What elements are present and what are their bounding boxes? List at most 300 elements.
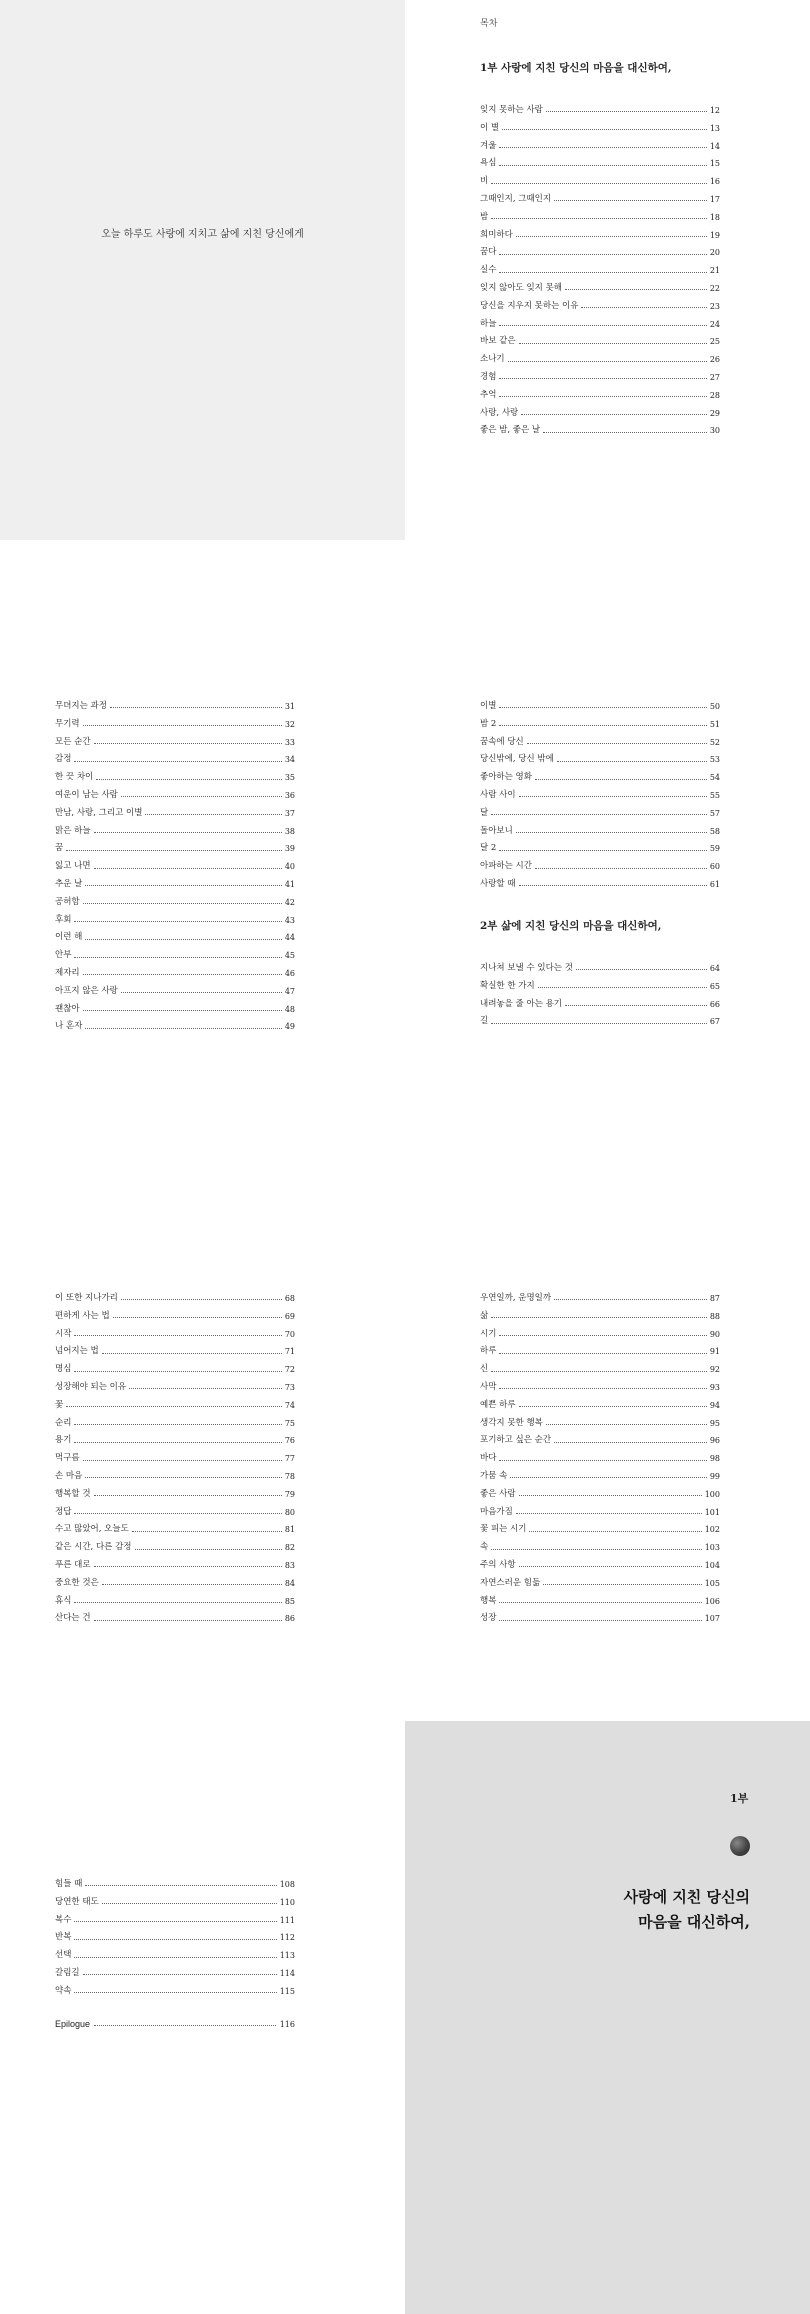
leader-dots	[499, 1353, 706, 1354]
toc-entry-title: 먹구름	[55, 1453, 80, 1464]
toc-entry	[480, 716, 720, 734]
toc-entry-page: 59	[709, 844, 720, 854]
toc-entry	[55, 1912, 295, 1930]
toc-entry-page: 85	[284, 1596, 295, 1606]
orb-icon	[730, 1836, 750, 1856]
toc-entry-title: 사막	[480, 1381, 497, 1392]
leader-dots	[96, 779, 282, 780]
leader-dots	[74, 1602, 281, 1603]
leader-dots	[519, 796, 707, 797]
leader-dots	[527, 743, 707, 744]
toc-entry-title: 좋아하는 영화	[480, 772, 532, 783]
toc-entry-title: 명심	[55, 1364, 72, 1375]
toc-entry	[55, 716, 295, 734]
toc-entry-title: 약속	[55, 1985, 72, 1996]
toc-entry-page: 57	[709, 808, 720, 818]
toc-entry-page: 83	[284, 1560, 295, 1570]
toc-entry-title: 같은 시간, 다른 감정	[55, 1542, 132, 1553]
toc-entry	[55, 1468, 295, 1486]
toc-entry-page: 66	[709, 999, 720, 1009]
toc-entry-title: 바보 같은	[480, 336, 516, 347]
toc-entry-page: 20	[709, 248, 720, 258]
toc-entry	[55, 876, 295, 894]
toc-entry-page: 53	[709, 755, 720, 765]
toc-entry-title: 희미하다	[480, 229, 513, 240]
toc-entry	[55, 894, 295, 912]
toc-entry-title: 꿈	[55, 843, 64, 854]
leader-dots	[554, 1442, 707, 1443]
toc-entry	[480, 1557, 720, 1575]
toc-entry	[480, 698, 720, 716]
leader-dots	[491, 1023, 707, 1024]
toc-entry-title: 힘들 때	[55, 1879, 83, 1889]
toc-entry	[480, 1397, 720, 1415]
toc-entry-title: 사랑할 때	[480, 878, 516, 889]
toc-entry	[480, 1326, 720, 1344]
leader-dots	[499, 1620, 701, 1621]
toc-entry-page: 76	[284, 1436, 295, 1446]
toc-entry	[480, 155, 720, 173]
leader-dots	[94, 2025, 276, 2026]
toc-entry-title: 지나쳐 보낼 수 있다는 것	[480, 963, 573, 973]
toc-entry-page: 100	[704, 1489, 720, 1499]
toc-entry-page: 110	[279, 1897, 295, 1907]
epilogue-page: 116	[279, 2019, 295, 2029]
leader-dots	[554, 1299, 707, 1300]
leader-dots	[499, 272, 706, 273]
toc-entry-title: 순리	[55, 1417, 72, 1428]
leader-dots	[565, 289, 707, 290]
toc-entry-title: 내려놓을 줄 아는 용기	[480, 998, 563, 1009]
leader-dots	[538, 987, 707, 988]
toc-entry	[55, 1397, 295, 1415]
toc-entry-title: 괜찮아	[55, 1003, 80, 1014]
toc-entry	[55, 1876, 295, 1894]
toc-entry-title: 행복	[480, 1595, 497, 1606]
toc-entry	[480, 1521, 720, 1539]
toc-entry-title: 선택	[55, 1950, 72, 1961]
leader-dots	[546, 1424, 707, 1425]
toc-entry	[480, 787, 720, 805]
toc-entry-title: 그때인지, 그때인지	[480, 193, 552, 204]
toc-entry	[480, 244, 720, 262]
toc-entry-page: 36	[284, 790, 295, 800]
toc-entry-title: 자연스러운 힘듦	[480, 1577, 541, 1588]
toc-entry-title: 산다는 건	[55, 1613, 91, 1624]
toc-entry	[55, 1610, 295, 1628]
leader-dots	[83, 725, 282, 726]
leader-dots	[83, 903, 282, 904]
toc-entry-title: 이 별	[480, 122, 500, 133]
toc-entry	[55, 912, 295, 930]
leader-dots	[499, 1460, 706, 1461]
toc-entry	[480, 280, 720, 298]
toc-entry-page: 84	[284, 1578, 295, 1588]
toc-entry	[55, 965, 295, 983]
leader-dots	[83, 1460, 282, 1461]
leader-dots	[576, 969, 707, 970]
toc-entry	[480, 805, 720, 823]
toc-entry-page: 22	[709, 283, 720, 293]
toc-entry-title: 반복	[55, 1932, 72, 1943]
leader-dots	[74, 1939, 276, 1940]
toc-entry-page: 41	[284, 879, 295, 889]
toc-entry-title: 하늘	[480, 318, 497, 329]
leader-dots	[74, 1957, 276, 1958]
toc-entry-page: 29	[709, 408, 720, 418]
toc-entry	[480, 734, 720, 752]
toc-entry-title: 하루	[480, 1346, 497, 1357]
leader-dots	[83, 1010, 282, 1011]
toc-entry-title: 포기하고 싶은 순간	[480, 1435, 552, 1446]
toc-entry	[55, 1415, 295, 1433]
toc-entry	[55, 1557, 295, 1575]
leader-dots	[113, 1317, 282, 1318]
leader-dots	[85, 1885, 276, 1886]
leader-dots	[499, 1602, 701, 1603]
toc-entry-page: 93	[709, 1382, 720, 1392]
toc-entry-page: 44	[284, 933, 295, 943]
toc-entry-title: 좋은 사람	[480, 1488, 516, 1499]
leader-dots	[74, 1424, 281, 1425]
toc-entry-page: 24	[709, 319, 720, 329]
toc-entry-page: 80	[284, 1507, 295, 1517]
leader-dots	[74, 1335, 281, 1336]
toc-entry	[480, 1415, 720, 1433]
toc-entry	[55, 1001, 295, 1019]
toc-entry-page: 39	[284, 844, 295, 854]
toc-entry	[55, 1486, 295, 1504]
toc-entry-page: 115	[279, 1986, 295, 1996]
leader-dots	[499, 1388, 706, 1389]
toc-entry-title: 아파하는 시간	[480, 861, 532, 872]
toc-entry-title: 넘어지는 법	[55, 1346, 99, 1357]
toc-entry	[480, 960, 720, 978]
toc-entry	[55, 823, 295, 841]
part1-number: 1부	[730, 1792, 749, 1805]
epilogue-title: Epilogue	[55, 2019, 91, 2029]
leader-dots	[121, 796, 282, 797]
toc-entry-title: 마음가짐	[480, 1506, 513, 1517]
toc-entry	[480, 191, 720, 209]
toc-entry-page: 111	[279, 1915, 295, 1925]
toc-entry	[480, 351, 720, 369]
toc-entry-title: 시기	[480, 1328, 497, 1339]
dedication-text: 오늘 하루도 사랑에 지치고 삶에 지친 당신에게	[101, 229, 304, 240]
toc-entry	[480, 333, 720, 351]
leader-dots	[74, 1442, 281, 1443]
toc-entry-page: 25	[709, 337, 720, 347]
toc-entry-title: 안부	[55, 950, 72, 961]
toc-entry-page: 49	[284, 1022, 295, 1032]
toc-entry-title: 휴식	[55, 1595, 72, 1606]
toc-entry-page: 104	[704, 1560, 720, 1570]
leader-dots	[85, 1028, 281, 1029]
toc-entry	[55, 1575, 295, 1593]
toc-entry	[480, 1504, 720, 1522]
toc-entry-title: 소나기	[480, 354, 505, 365]
toc-entry-title: 잃고 나면	[55, 861, 91, 872]
toc-entry-title: 아프지 않은 사랑	[55, 985, 118, 996]
toc-entry	[480, 1575, 720, 1593]
leader-dots	[74, 957, 281, 958]
toc-entry-page: 60	[709, 862, 720, 872]
toc-entry	[480, 262, 720, 280]
leader-dots	[94, 868, 282, 869]
toc-entry-title: 가뭄 속	[480, 1470, 508, 1481]
toc-entry-page: 113	[279, 1951, 295, 1961]
toc-entry	[55, 1894, 295, 1912]
toc-entry	[480, 1468, 720, 1486]
toc-entry-page: 67	[709, 1017, 720, 1027]
leader-dots	[521, 414, 707, 415]
toc-entry-page: 33	[284, 737, 295, 747]
leader-dots	[94, 1620, 282, 1621]
toc-entry-page: 17	[709, 194, 720, 204]
toc-entry-page: 18	[709, 212, 720, 222]
toc-entry	[55, 751, 295, 769]
toc-entry-title: 꽃	[55, 1399, 64, 1410]
toc-entry-page: 40	[284, 862, 295, 872]
part1-cover-page	[405, 1721, 810, 2314]
part2-title: 2부 삶에 지친 당신의 마음을 대신하여,	[480, 920, 662, 932]
toc-entry	[55, 983, 295, 1001]
toc-entry-page: 105	[704, 1578, 720, 1588]
toc-entry-page: 52	[709, 737, 720, 747]
toc-entry-title: 이별	[480, 701, 497, 711]
leader-dots	[516, 236, 707, 237]
leader-dots	[491, 183, 707, 184]
toc-entry-page: 30	[709, 426, 720, 436]
toc-entry-page: 101	[704, 1507, 720, 1517]
toc-entry-page: 23	[709, 301, 720, 311]
toc-entry-page: 86	[284, 1614, 295, 1624]
leader-dots	[66, 850, 282, 851]
toc-entry-page: 19	[709, 230, 720, 240]
toc-entry	[55, 805, 295, 823]
leader-dots	[121, 992, 282, 993]
dedication-page	[0, 0, 405, 540]
toc-entry-page: 35	[284, 773, 295, 783]
toc-entry-title: 달	[480, 807, 489, 818]
toc-entry-page: 45	[284, 951, 295, 961]
toc-entry-page: 48	[284, 1004, 295, 1014]
leader-dots	[510, 1477, 706, 1478]
toc-entry-title: 비	[480, 176, 489, 187]
toc-list-c	[480, 698, 720, 894]
leader-dots	[516, 832, 707, 833]
toc-entry-page: 81	[284, 1525, 295, 1535]
toc-entry	[480, 209, 720, 227]
toc-entry-page: 15	[709, 159, 720, 169]
part1-title: 1부 사랑에 지친 당신의 마음을 대신하여,	[480, 62, 672, 74]
toc-entry	[480, 1610, 720, 1628]
toc-entry-page: 69	[284, 1311, 295, 1321]
toc-entry	[480, 1379, 720, 1397]
leader-dots	[581, 307, 706, 308]
leader-dots	[519, 1495, 702, 1496]
toc-entry	[480, 405, 720, 423]
leader-dots	[499, 725, 706, 726]
toc-entry-title: 행복할 것	[55, 1488, 91, 1499]
leader-dots	[66, 1406, 282, 1407]
leader-dots	[102, 1584, 282, 1585]
leader-dots	[554, 200, 707, 201]
toc-entry-page: 112	[279, 1933, 295, 1943]
toc-list-a	[480, 102, 720, 440]
toc-entry-title: 손 마음	[55, 1470, 83, 1481]
toc-entry-page: 68	[284, 1294, 295, 1303]
toc-entry-page: 14	[709, 141, 720, 151]
toc-entry-page: 43	[284, 915, 295, 925]
toc-entry	[480, 387, 720, 405]
toc-entry	[55, 1018, 295, 1036]
toc-entry-page: 54	[709, 773, 720, 783]
toc-entry-page: 27	[709, 372, 720, 382]
toc-entry-title: 사람 사이	[480, 789, 516, 800]
toc-entry	[55, 947, 295, 965]
leader-dots	[94, 1495, 282, 1496]
toc-entry-title: 꿈다	[480, 247, 497, 258]
leader-dots	[85, 885, 281, 886]
toc-entry-title: 경험	[480, 371, 497, 382]
toc-entry-title: 겨울	[480, 140, 497, 151]
toc-entry-title: 무뎌지는 과정	[55, 701, 107, 711]
leader-dots	[83, 1974, 277, 1975]
toc-entry	[480, 1361, 720, 1379]
leader-dots	[519, 343, 707, 344]
toc-entry-title: 모든 순간	[55, 736, 91, 747]
toc-entry-title: 사랑, 사랑	[480, 407, 519, 418]
toc-entry-page: 108	[279, 1880, 295, 1889]
toc-entry	[55, 1326, 295, 1344]
toc-entry-page: 98	[709, 1454, 720, 1464]
toc-entry	[55, 1929, 295, 1947]
toc-entry-title: 잊지 못하는 사람	[480, 105, 543, 115]
toc-entry-page: 91	[709, 1347, 720, 1357]
toc-entry	[480, 173, 720, 191]
toc-entry-title: 잊지 않아도 잊지 못해	[480, 282, 563, 293]
toc-entry-page: 70	[284, 1329, 295, 1339]
toc-entry-page: 114	[279, 1968, 295, 1978]
toc-entry-page: 102	[704, 1525, 720, 1535]
toc-entry-title: 생각지 못한 행복	[480, 1417, 543, 1428]
toc-entry	[480, 138, 720, 156]
toc-entry	[480, 1486, 720, 1504]
toc-entry-page: 37	[284, 808, 295, 818]
toc-entry-title: 복수	[55, 1914, 72, 1925]
leader-dots	[508, 361, 707, 362]
leader-dots	[499, 165, 706, 166]
toc-entry-page: 79	[284, 1489, 295, 1499]
toc-entry	[55, 769, 295, 787]
toc-entry	[480, 769, 720, 787]
toc-entry-title: 신	[480, 1364, 489, 1375]
toc-entry-title: 추운 날	[55, 878, 83, 889]
toc-entry-page: 74	[284, 1400, 295, 1410]
toc-entry-page: 64	[709, 964, 720, 973]
toc-entry	[55, 1983, 295, 2001]
toc-entry	[480, 1593, 720, 1611]
leader-dots	[491, 1371, 707, 1372]
toc-entry-page: 58	[709, 826, 720, 836]
toc-entry-title: 예쁜 하루	[480, 1399, 516, 1410]
toc-entry-page: 61	[709, 879, 720, 889]
leader-dots	[546, 111, 707, 112]
leader-dots	[121, 1299, 282, 1300]
toc-entry	[480, 1539, 720, 1557]
leader-dots	[94, 832, 282, 833]
toc-entry-title: 꽃 피는 시기	[480, 1524, 527, 1535]
toc-entry	[480, 422, 720, 440]
toc-entry-title: 좋은 밤, 좋은 날	[480, 425, 541, 436]
leader-dots	[74, 1921, 276, 1922]
toc-entry-title: 제자리	[55, 967, 80, 978]
leader-dots	[491, 1549, 702, 1550]
leader-dots	[557, 761, 707, 762]
toc-entry	[55, 929, 295, 947]
leader-dots	[565, 1005, 707, 1006]
toc-entry-title: 밤 2	[480, 718, 497, 729]
toc-entry-page: 99	[709, 1471, 720, 1481]
toc-entry-page: 12	[709, 106, 720, 115]
toc-entry-title: 용기	[55, 1435, 72, 1446]
toc-entry	[480, 298, 720, 316]
toc-entry-title: 속	[480, 1542, 489, 1553]
toc-entry-page: 28	[709, 390, 720, 400]
toc-entry	[480, 1432, 720, 1450]
leader-dots	[491, 218, 707, 219]
toc-entry-page: 77	[284, 1454, 295, 1464]
toc-entry	[480, 876, 720, 894]
toc-entry-title: 만남, 사랑, 그리고 이별	[55, 807, 143, 818]
leader-dots	[499, 254, 706, 255]
leader-dots	[74, 761, 281, 762]
toc-entry	[55, 1379, 295, 1397]
toc-list-f	[480, 1290, 720, 1628]
leader-dots	[543, 432, 707, 433]
part1-heading	[450, 1885, 750, 1935]
toc-entry-title: 중요한 것은	[55, 1577, 99, 1588]
toc-entry-title: 추억	[480, 389, 497, 400]
toc-entry-page: 51	[709, 719, 720, 729]
toc-heading: 목차	[480, 19, 498, 29]
leader-dots	[85, 1477, 281, 1478]
toc-entry	[480, 1013, 720, 1031]
toc-entry-title: 돌아보니	[480, 825, 513, 836]
toc-entry-page: 107	[704, 1614, 720, 1624]
leader-dots	[74, 1992, 276, 1993]
toc-entry-title: 성장해야 되는 이유	[55, 1381, 127, 1392]
toc-entry	[480, 227, 720, 245]
toc-entry-title: 푸른 대로	[55, 1559, 91, 1570]
toc-entry	[55, 1521, 295, 1539]
toc-entry-page: 73	[284, 1382, 295, 1392]
toc-entry-page: 65	[709, 981, 720, 991]
toc-entry-page: 47	[284, 986, 295, 996]
toc-entry	[480, 823, 720, 841]
toc-entry-title: 실수	[480, 265, 497, 276]
toc-entry-title: 시작	[55, 1328, 72, 1339]
leader-dots	[83, 974, 282, 975]
toc-entry-page: 88	[709, 1311, 720, 1321]
toc-entry-title: 갈림길	[55, 1967, 80, 1978]
toc-entry-page: 96	[709, 1436, 720, 1446]
toc-entry-title: 이 또한 지나가리	[55, 1293, 118, 1303]
toc-entry-title: 당신밖에, 당신 밖에	[480, 754, 554, 765]
leader-dots	[74, 1371, 281, 1372]
toc-entry	[480, 840, 720, 858]
